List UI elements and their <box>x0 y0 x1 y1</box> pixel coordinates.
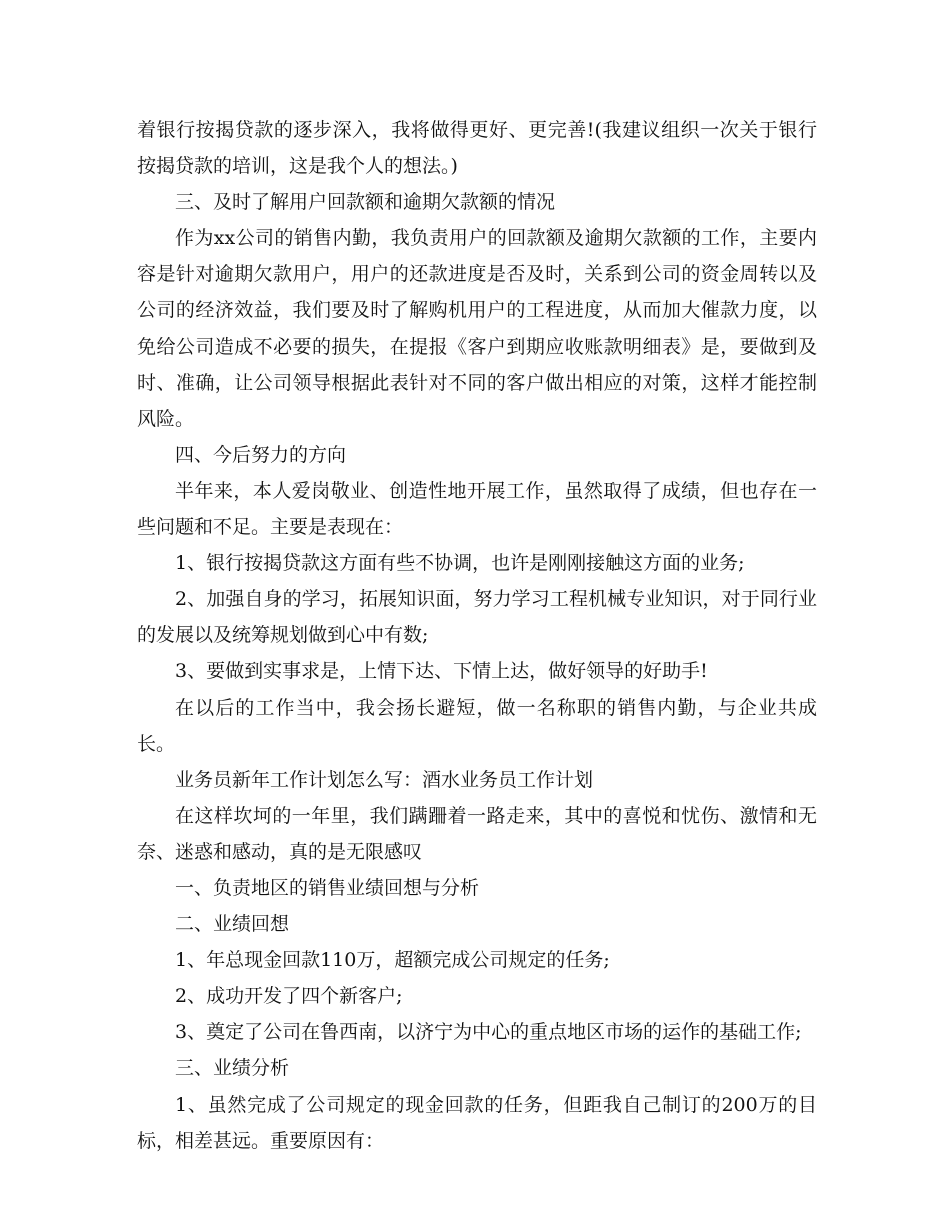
list-item: 1、银行按揭贷款这方面有些不协调，也许是刚刚接触这方面的业务; <box>175 552 745 575</box>
paragraph-half-year: 半年来，本人爱岗敬业、创造性地开展工作，虽然取得了成绩，但也存在一些问题和不足。主要是表现在： <box>137 479 817 539</box>
paragraph-receivables: 作为xx公司的销售内勤，我负责用户的回款额及逾期欠款额的工作，主要内容是针对逾期欠款用户，用户的还款进度是否及时，关系到公司的资金周转以及公司的经济效益，我们要及时了解购机用户的工程进度，从而加大催款力度，以免给公司造成不必要的损失，在提报《客户到期应收账款明细表》是，要做到及时、准确，让公司领导根据此表针对不同的客户做出相应的对策，这样才能控制风险。 <box>137 227 817 430</box>
paragraph-closing: 在以后的工作当中，我会扬长避短，做一名称职的销售内勤，与企业共成长。 <box>137 696 817 755</box>
section-heading-3: 三、及时了解用户回款额和逾期欠款额的情况 <box>175 191 556 214</box>
paragraph-continuation: 着银行按揭贷款的逐步深入，我将做得更好、更完善!(我建议组织一次关于银行按揭贷款的培训，这是我个人的想法。) <box>137 119 817 178</box>
section-heading-1: 一、负责地区的销售业绩回想与分析 <box>175 876 480 899</box>
article-title: 业务员新年工作计划怎么写：酒水业务员工作计划 <box>175 768 594 791</box>
section-heading-analysis: 三、业绩分析 <box>175 1057 290 1080</box>
list-item: 1、年总现金回款110万，超额完成公司规定的任务; <box>175 949 610 972</box>
list-item: 2、成功开发了四个新客户; <box>175 985 403 1008</box>
list-item: 3、奠定了公司在鲁西南，以济宁为中心的重点地区市场的运作的基础工作; <box>175 1021 802 1044</box>
list-item: 2、加强自身的学习，拓展知识面，努力学习工程机械专业知识，对于同行业的发展以及统筹规划做到心中有数; <box>137 588 817 647</box>
section-heading-2: 二、业绩回想 <box>175 913 290 936</box>
section-heading-4: 四、今后努力的方向 <box>175 443 347 466</box>
list-item: 3、要做到实事求是，上情下达、下情上达，做好领导的好助手! <box>175 660 708 683</box>
document-body <box>137 112 817 1159</box>
list-item: 1、虽然完成了公司规定的现金回款的任务，但距我自己制订的200万的目标，相差甚远。重要原因有： <box>137 1093 817 1152</box>
paragraph-intro: 在这样坎坷的一年里，我们蹒跚着一路走来，其中的喜悦和忧伤、激情和无奈、迷惑和感动，真的是无限感叹 <box>137 804 817 863</box>
